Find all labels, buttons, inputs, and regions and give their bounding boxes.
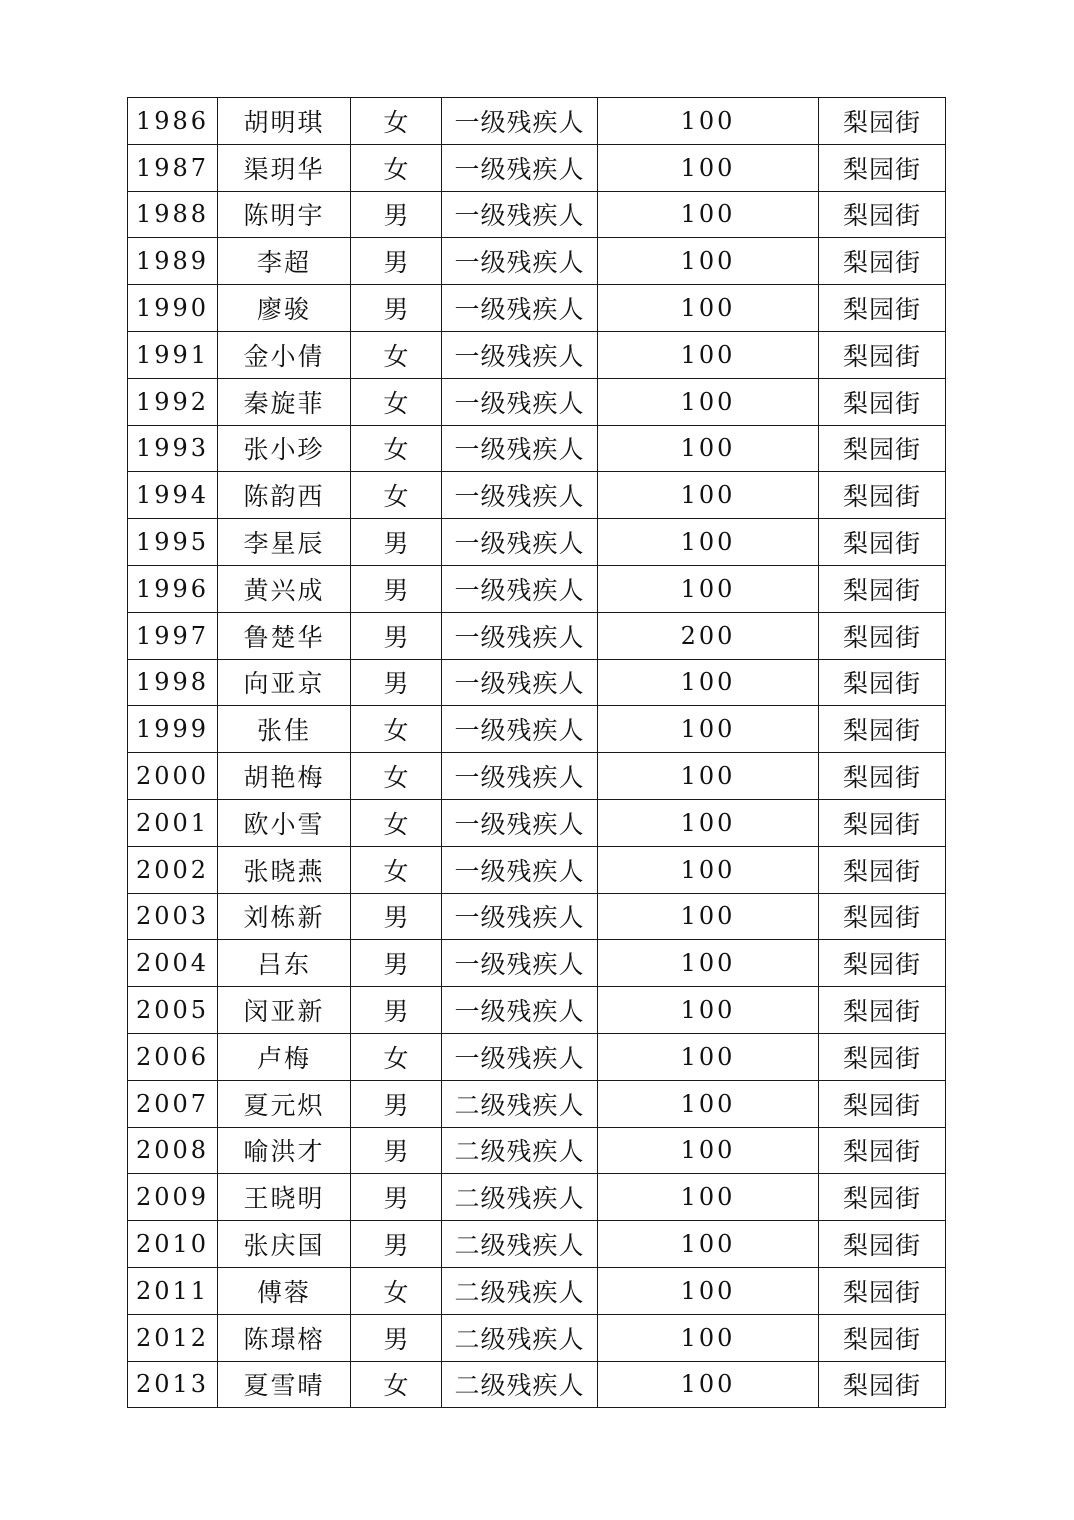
street-cell: 梨园街 <box>819 1361 946 1408</box>
serial-number-cell: 2013 <box>128 1361 218 1408</box>
serial-number-cell: 2002 <box>128 846 218 893</box>
name-cell: 欧小雪 <box>218 799 351 846</box>
name-cell: 张晓燕 <box>218 846 351 893</box>
disability-level-cell: 一级残疾人 <box>442 659 598 706</box>
table-row <box>128 98 946 145</box>
amount-cell: 100 <box>598 144 819 191</box>
name-cell: 张佳 <box>218 706 351 753</box>
name-cell: 胡明琪 <box>218 98 351 145</box>
serial-number-cell: 2012 <box>128 1314 218 1361</box>
gender-cell: 男 <box>351 191 442 238</box>
disability-level-cell: 一级残疾人 <box>442 940 598 987</box>
disability-level-cell: 二级残疾人 <box>442 1127 598 1174</box>
gender-cell: 男 <box>351 1221 442 1268</box>
gender-cell: 男 <box>351 987 442 1034</box>
gender-cell: 男 <box>351 1080 442 1127</box>
amount-cell: 100 <box>598 238 819 285</box>
name-cell: 鲁楚华 <box>218 612 351 659</box>
amount-cell: 100 <box>598 893 819 940</box>
table-row <box>128 472 946 519</box>
table-row <box>128 285 946 332</box>
gender-cell: 男 <box>351 565 442 612</box>
table-row <box>128 1127 946 1174</box>
gender-cell: 男 <box>351 893 442 940</box>
amount-cell: 100 <box>598 519 819 566</box>
street-cell: 梨园街 <box>819 799 946 846</box>
name-cell: 陈明宇 <box>218 191 351 238</box>
table-row <box>128 1267 946 1314</box>
gender-cell: 女 <box>351 1267 442 1314</box>
disability-level-cell: 一级残疾人 <box>442 519 598 566</box>
table-row <box>128 799 946 846</box>
serial-number-cell: 1997 <box>128 612 218 659</box>
amount-cell: 100 <box>598 1314 819 1361</box>
serial-number-cell: 2004 <box>128 940 218 987</box>
table-row <box>128 425 946 472</box>
table-row <box>128 987 946 1034</box>
street-cell: 梨园街 <box>819 1314 946 1361</box>
street-cell: 梨园街 <box>819 612 946 659</box>
disability-level-cell: 一级残疾人 <box>442 753 598 800</box>
name-cell: 李星辰 <box>218 519 351 566</box>
gender-cell: 女 <box>351 425 442 472</box>
table-row <box>128 753 946 800</box>
table-row <box>128 846 946 893</box>
name-cell: 胡艳梅 <box>218 753 351 800</box>
serial-number-cell: 1993 <box>128 425 218 472</box>
gender-cell: 女 <box>351 706 442 753</box>
table-row <box>128 893 946 940</box>
gender-cell: 男 <box>351 940 442 987</box>
name-cell: 张小珍 <box>218 425 351 472</box>
street-cell: 梨园街 <box>819 846 946 893</box>
disability-level-cell: 一级残疾人 <box>442 472 598 519</box>
disability-level-cell: 一级残疾人 <box>442 331 598 378</box>
street-cell: 梨园街 <box>819 378 946 425</box>
disability-level-cell: 一级残疾人 <box>442 378 598 425</box>
street-cell: 梨园街 <box>819 191 946 238</box>
serial-number-cell: 2005 <box>128 987 218 1034</box>
name-cell: 渠玥华 <box>218 144 351 191</box>
serial-number-cell: 2001 <box>128 799 218 846</box>
disability-level-cell: 一级残疾人 <box>442 706 598 753</box>
street-cell: 梨园街 <box>819 940 946 987</box>
disability-level-cell: 一级残疾人 <box>442 98 598 145</box>
amount-cell: 100 <box>598 331 819 378</box>
street-cell: 梨园街 <box>819 987 946 1034</box>
table-row <box>128 331 946 378</box>
amount-cell: 100 <box>598 285 819 332</box>
street-cell: 梨园街 <box>819 1080 946 1127</box>
amount-cell: 100 <box>598 799 819 846</box>
table-row <box>128 238 946 285</box>
name-cell: 廖骏 <box>218 285 351 332</box>
amount-cell: 100 <box>598 565 819 612</box>
name-cell: 张庆国 <box>218 1221 351 1268</box>
gender-cell: 男 <box>351 285 442 332</box>
disability-level-cell: 二级残疾人 <box>442 1361 598 1408</box>
disability-level-cell: 二级残疾人 <box>442 1080 598 1127</box>
gender-cell: 男 <box>351 612 442 659</box>
serial-number-cell: 1998 <box>128 659 218 706</box>
gender-cell: 女 <box>351 799 442 846</box>
serial-number-cell: 2000 <box>128 753 218 800</box>
gender-cell: 男 <box>351 659 442 706</box>
amount-cell: 100 <box>598 191 819 238</box>
table-row <box>128 1221 946 1268</box>
gender-cell: 女 <box>351 753 442 800</box>
table-row <box>128 565 946 612</box>
street-cell: 梨园街 <box>819 1267 946 1314</box>
gender-cell: 女 <box>351 144 442 191</box>
disability-level-cell: 一级残疾人 <box>442 191 598 238</box>
gender-cell: 男 <box>351 238 442 285</box>
serial-number-cell: 2009 <box>128 1174 218 1221</box>
name-cell: 喻洪才 <box>218 1127 351 1174</box>
name-cell: 刘栋新 <box>218 893 351 940</box>
name-cell: 向亚京 <box>218 659 351 706</box>
gender-cell: 女 <box>351 846 442 893</box>
disability-level-cell: 一级残疾人 <box>442 846 598 893</box>
gender-cell: 男 <box>351 1127 442 1174</box>
table-row <box>128 612 946 659</box>
serial-number-cell: 1994 <box>128 472 218 519</box>
amount-cell: 100 <box>598 1361 819 1408</box>
disability-level-cell: 一级残疾人 <box>442 799 598 846</box>
street-cell: 梨园街 <box>819 706 946 753</box>
amount-cell: 100 <box>598 1033 819 1080</box>
amount-cell: 100 <box>598 425 819 472</box>
street-cell: 梨园街 <box>819 331 946 378</box>
name-cell: 闵亚新 <box>218 987 351 1034</box>
name-cell: 傅蓉 <box>218 1267 351 1314</box>
table-row <box>128 144 946 191</box>
amount-cell: 100 <box>598 706 819 753</box>
recipient-table <box>127 97 946 1408</box>
name-cell: 夏元炽 <box>218 1080 351 1127</box>
disability-level-cell: 二级残疾人 <box>442 1221 598 1268</box>
street-cell: 梨园街 <box>819 659 946 706</box>
serial-number-cell: 2010 <box>128 1221 218 1268</box>
name-cell: 黄兴成 <box>218 565 351 612</box>
disability-level-cell: 一级残疾人 <box>442 144 598 191</box>
street-cell: 梨园街 <box>819 893 946 940</box>
serial-number-cell: 1999 <box>128 706 218 753</box>
street-cell: 梨园街 <box>819 753 946 800</box>
amount-cell: 100 <box>598 940 819 987</box>
name-cell: 陈韵西 <box>218 472 351 519</box>
amount-cell: 100 <box>598 659 819 706</box>
serial-number-cell: 1996 <box>128 565 218 612</box>
table-row <box>128 940 946 987</box>
table-row <box>128 191 946 238</box>
name-cell: 李超 <box>218 238 351 285</box>
disability-level-cell: 一级残疾人 <box>442 987 598 1034</box>
amount-cell: 100 <box>598 378 819 425</box>
table-row <box>128 519 946 566</box>
street-cell: 梨园街 <box>819 1221 946 1268</box>
amount-cell: 100 <box>598 1221 819 1268</box>
amount-cell: 100 <box>598 1174 819 1221</box>
gender-cell: 女 <box>351 331 442 378</box>
gender-cell: 女 <box>351 472 442 519</box>
gender-cell: 女 <box>351 378 442 425</box>
name-cell: 秦旋菲 <box>218 378 351 425</box>
disability-level-cell: 一级残疾人 <box>442 893 598 940</box>
serial-number-cell: 1992 <box>128 378 218 425</box>
disability-level-cell: 一级残疾人 <box>442 285 598 332</box>
name-cell: 王晓明 <box>218 1174 351 1221</box>
serial-number-cell: 1989 <box>128 238 218 285</box>
table-row <box>128 1080 946 1127</box>
amount-cell: 100 <box>598 472 819 519</box>
disability-level-cell: 一级残疾人 <box>442 565 598 612</box>
serial-number-cell: 1987 <box>128 144 218 191</box>
name-cell: 卢梅 <box>218 1033 351 1080</box>
serial-number-cell: 2007 <box>128 1080 218 1127</box>
street-cell: 梨园街 <box>819 472 946 519</box>
street-cell: 梨园街 <box>819 565 946 612</box>
table-row <box>128 1174 946 1221</box>
table-row <box>128 1361 946 1408</box>
disability-level-cell: 一级残疾人 <box>442 612 598 659</box>
street-cell: 梨园街 <box>819 1127 946 1174</box>
disability-level-cell: 二级残疾人 <box>442 1267 598 1314</box>
amount-cell: 100 <box>598 98 819 145</box>
gender-cell: 男 <box>351 519 442 566</box>
amount-cell: 100 <box>598 846 819 893</box>
disability-level-cell: 一级残疾人 <box>442 425 598 472</box>
name-cell: 吕东 <box>218 940 351 987</box>
name-cell: 陈璟榕 <box>218 1314 351 1361</box>
gender-cell: 女 <box>351 98 442 145</box>
disability-level-cell: 二级残疾人 <box>442 1174 598 1221</box>
gender-cell: 男 <box>351 1314 442 1361</box>
amount-cell: 100 <box>598 1267 819 1314</box>
street-cell: 梨园街 <box>819 285 946 332</box>
amount-cell: 100 <box>598 753 819 800</box>
gender-cell: 女 <box>351 1361 442 1408</box>
table-body <box>128 98 946 1408</box>
serial-number-cell: 1995 <box>128 519 218 566</box>
street-cell: 梨园街 <box>819 1033 946 1080</box>
amount-cell: 200 <box>598 612 819 659</box>
table-row <box>128 1033 946 1080</box>
serial-number-cell: 1988 <box>128 191 218 238</box>
amount-cell: 100 <box>598 987 819 1034</box>
name-cell: 夏雪晴 <box>218 1361 351 1408</box>
serial-number-cell: 2011 <box>128 1267 218 1314</box>
table-row <box>128 1314 946 1361</box>
gender-cell: 男 <box>351 1174 442 1221</box>
serial-number-cell: 1990 <box>128 285 218 332</box>
serial-number-cell: 2006 <box>128 1033 218 1080</box>
street-cell: 梨园街 <box>819 425 946 472</box>
street-cell: 梨园街 <box>819 519 946 566</box>
serial-number-cell: 1986 <box>128 98 218 145</box>
name-cell: 金小倩 <box>218 331 351 378</box>
serial-number-cell: 2003 <box>128 893 218 940</box>
disability-level-cell: 二级残疾人 <box>442 1314 598 1361</box>
serial-number-cell: 1991 <box>128 331 218 378</box>
street-cell: 梨园街 <box>819 98 946 145</box>
gender-cell: 女 <box>351 1033 442 1080</box>
disability-level-cell: 一级残疾人 <box>442 1033 598 1080</box>
street-cell: 梨园街 <box>819 238 946 285</box>
street-cell: 梨园街 <box>819 144 946 191</box>
street-cell: 梨园街 <box>819 1174 946 1221</box>
table-row <box>128 378 946 425</box>
table-row <box>128 706 946 753</box>
amount-cell: 100 <box>598 1080 819 1127</box>
table-row <box>128 659 946 706</box>
disability-level-cell: 一级残疾人 <box>442 238 598 285</box>
amount-cell: 100 <box>598 1127 819 1174</box>
serial-number-cell: 2008 <box>128 1127 218 1174</box>
